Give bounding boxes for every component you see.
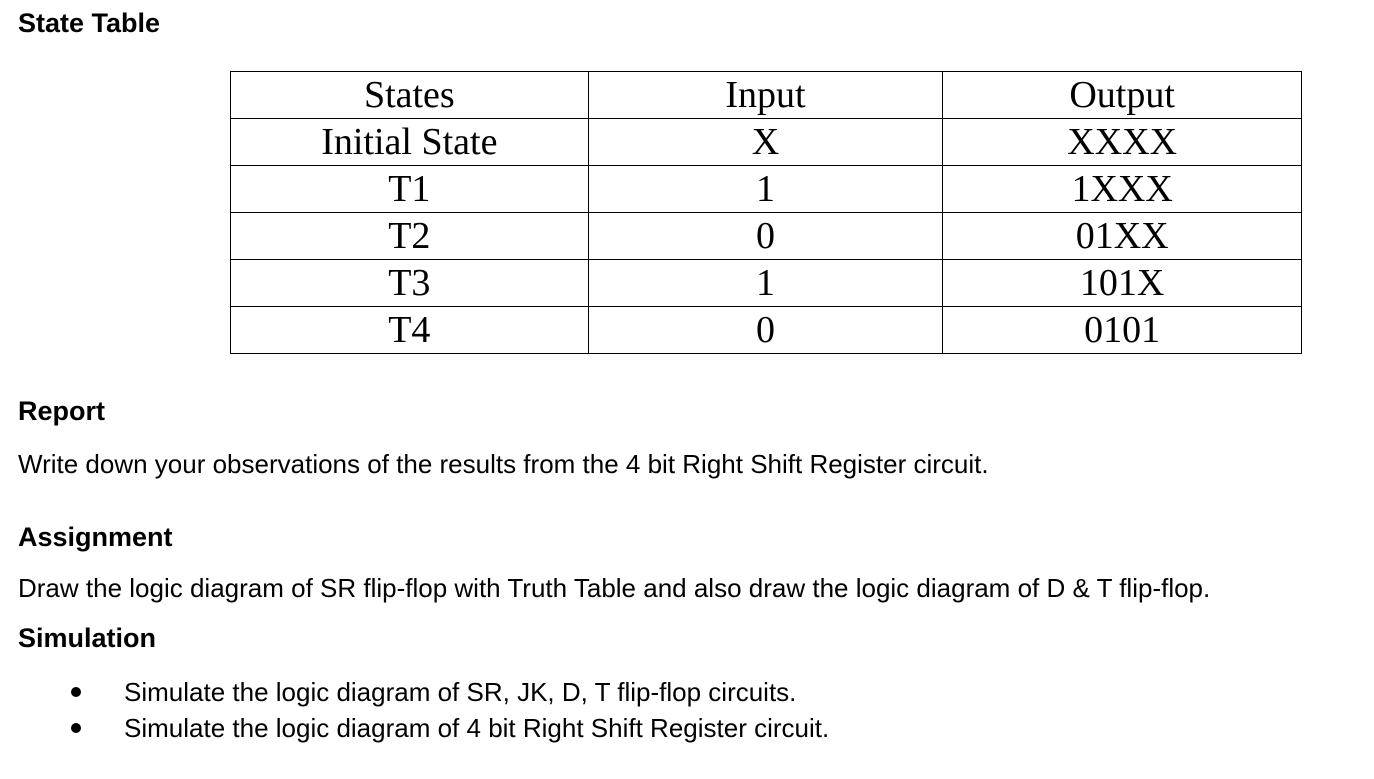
table-row	[231, 119, 1302, 166]
bullet-icon	[71, 723, 81, 733]
list-item-text: Simulate the logic diagram of 4 bit Right Shift Register circuit.	[124, 713, 830, 743]
input-cell: 1	[588, 166, 943, 213]
table-row	[231, 166, 1302, 213]
state-table	[230, 71, 1302, 354]
input-cell: 0	[588, 307, 943, 354]
output-cell: 101X	[943, 260, 1302, 307]
input-cell: X	[588, 119, 943, 166]
state-cell: Initial State	[231, 119, 589, 166]
table-row	[231, 260, 1302, 307]
table-row	[231, 307, 1302, 354]
output-cell: 0101	[943, 307, 1302, 354]
report-heading: Report	[18, 396, 105, 426]
assignment-text: Draw the logic diagram of SR flip-flop with Truth Table and also draw the logic diagram of D & T flip-flop.	[18, 573, 1211, 603]
bullet-icon	[71, 687, 81, 697]
output-cell: XXXX	[943, 119, 1302, 166]
column-header-output: Output	[943, 72, 1302, 119]
input-cell: 0	[588, 213, 943, 260]
input-cell: 1	[588, 260, 943, 307]
assignment-heading: Assignment	[18, 522, 173, 552]
state-cell: T2	[231, 213, 589, 260]
state-cell: T4	[231, 307, 589, 354]
state-cell: T1	[231, 166, 589, 213]
output-cell: 1XXX	[943, 166, 1302, 213]
simulation-heading: Simulation	[18, 623, 157, 653]
column-header-input: Input	[588, 72, 943, 119]
state-cell: T3	[231, 260, 589, 307]
column-header-states: States	[231, 72, 589, 119]
table-header-row	[231, 72, 1302, 119]
table-row	[231, 213, 1302, 260]
state-table-heading: State Table	[18, 8, 161, 38]
output-cell: 01XX	[943, 213, 1302, 260]
report-text: Write down your observations of the results from the 4 bit Right Shift Register circuit.	[18, 449, 989, 479]
list-item-text: Simulate the logic diagram of SR, JK, D, T flip-flop circuits.	[124, 677, 797, 707]
